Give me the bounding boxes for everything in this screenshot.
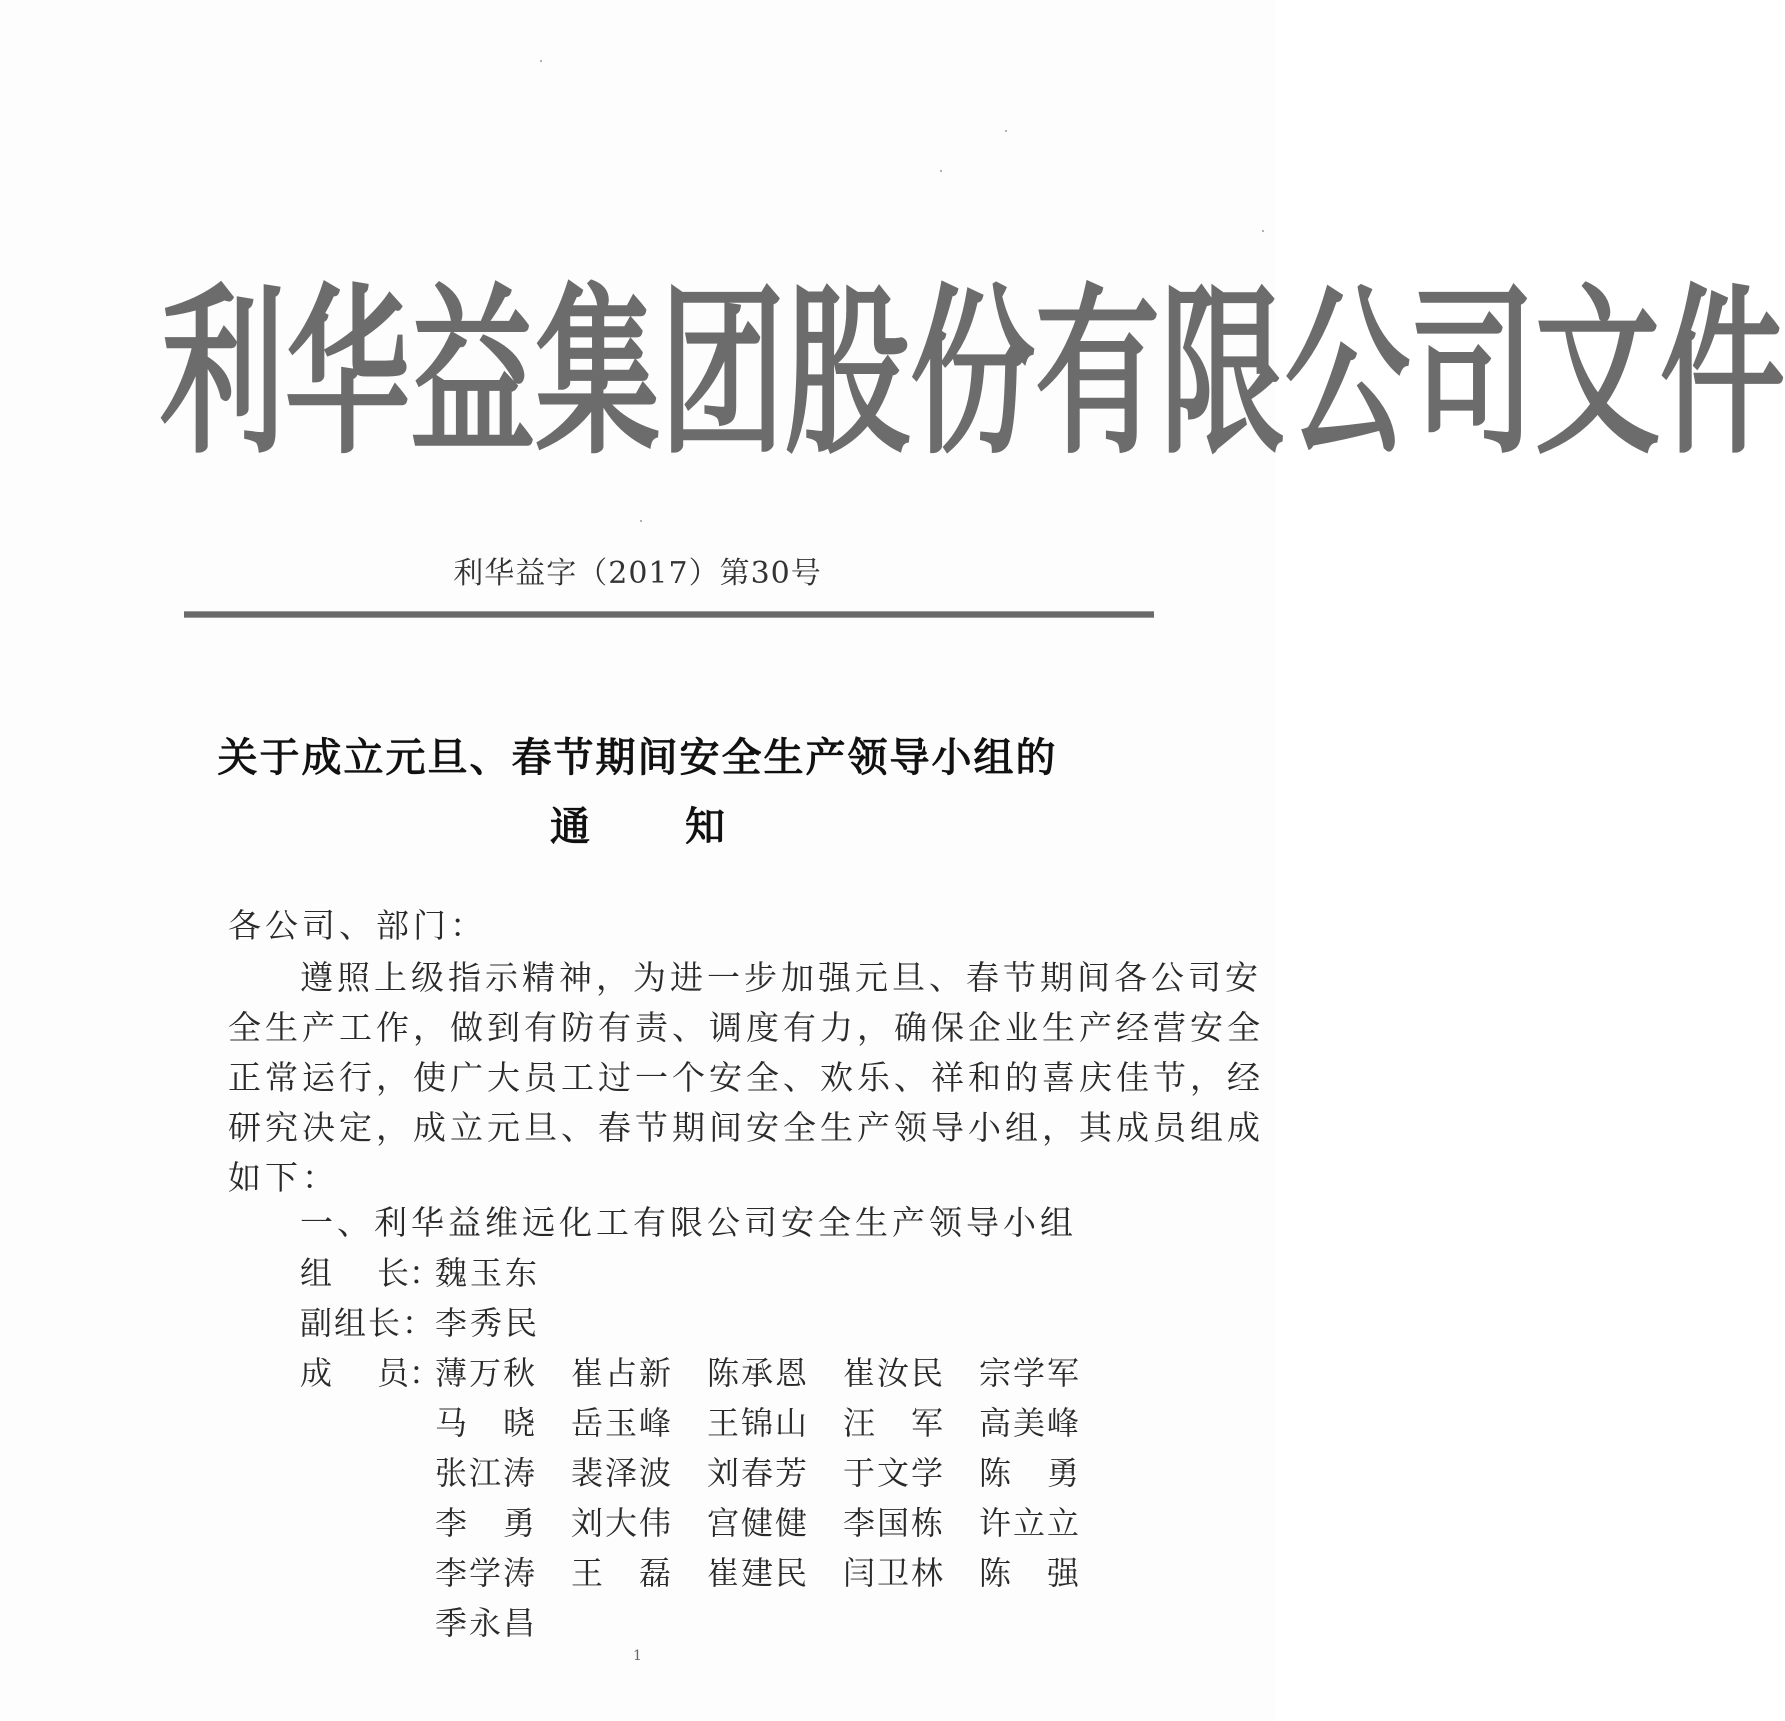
notice-title-line1: 关于成立元旦、春节期间安全生产领导小组的 [217,734,1058,781]
members-list [435,1348,1095,1648]
notice-title-char-1: 通 [550,803,590,850]
masthead-char: 利 [160,269,285,480]
member-name: 宫健健 [707,1504,810,1542]
member-name: 陈承恩 [707,1354,810,1392]
member-name: 王锦山 [707,1404,810,1442]
masthead-char: 文 [1535,269,1660,480]
scan-speck [1005,130,1007,132]
masthead-char: 有 [1035,269,1160,480]
member-name [435,1498,535,1548]
paragraph-line: 如下： [228,1158,339,1197]
member-name: 闫卫林 [843,1554,946,1592]
member-name: 刘大伟 [571,1504,674,1542]
notice-title-line2 [0,795,1275,852]
leader-label-char: 长： [377,1254,442,1292]
paragraph-line: 全生产工作，做到有防有责、调度有力，确保企业生产经营安全 [228,1008,1264,1047]
masthead-char: 集 [535,269,660,480]
masthead-char: 公 [1285,269,1410,480]
scan-speck [1262,230,1264,232]
masthead-char: 益 [410,269,535,480]
member-name [979,1448,1079,1498]
member-name-part: 马 [435,1404,468,1442]
section-heading: 一、利华益维远化工有限公司安全生产领导小组 [300,1203,1077,1242]
member-name: 宗学军 [979,1354,1082,1392]
masthead-char: 件 [1660,269,1785,480]
member-name-part: 陈 [979,1554,1012,1592]
member-name: 裴泽波 [571,1454,674,1492]
masthead-char: 限 [1160,269,1285,480]
member-name: 岳玉峰 [571,1404,674,1442]
deputy-name: 李秀民 [435,1304,541,1342]
notice-title-char-2: 知 [685,803,725,850]
members-label [300,1348,441,1394]
page-number: 1 [633,1648,642,1664]
member-name-part: 磊 [638,1554,671,1592]
member-name: 崔占新 [571,1354,674,1392]
leader-label [300,1248,442,1294]
member-name-part: 晓 [502,1404,535,1442]
member-name-part: 勇 [1046,1454,1079,1492]
masthead-char: 份 [910,269,1035,480]
member-name [979,1548,1079,1598]
member-name: 许立立 [979,1504,1082,1542]
member-name: 刘春芳 [707,1454,810,1492]
member-name: 季永昌 [435,1604,538,1642]
member-name-part: 陈 [979,1454,1012,1492]
paragraph-line: 遵照上级指示精神，为进一步加强元旦、春节期间各公司安 [300,958,1262,997]
scan-speck [640,520,642,522]
member-name-part: 王 [571,1554,604,1592]
member-name: 李国栋 [843,1504,946,1542]
paragraph-line: 正常运行，使广大员工过一个安全、欢乐、祥和的喜庆佳节，经 [228,1058,1264,1097]
masthead-char: 司 [1410,269,1535,480]
members-label-char: 员： [377,1354,442,1392]
member-name-part: 勇 [502,1504,535,1542]
member-name: 崔汝民 [843,1354,946,1392]
masthead-char: 股 [785,269,910,480]
member-name: 高美峰 [979,1404,1082,1442]
greeting: 各公司、部门： [228,906,487,945]
member-name-part: 军 [910,1404,943,1442]
member-name [435,1398,535,1448]
member-name-part: 强 [1046,1554,1079,1592]
members-label-char: 成 [300,1354,333,1392]
masthead-char: 团 [660,269,785,480]
member-name: 崔建民 [707,1554,810,1592]
member-name [571,1548,671,1598]
masthead-title [160,269,1785,480]
scan-speck [540,60,542,62]
member-name: 薄万秋 [435,1354,538,1392]
member-name: 于文学 [843,1454,946,1492]
header-divider [184,611,1154,618]
paragraph-line: 研究决定，成立元旦、春节期间安全生产领导小组，其成员组成 [228,1108,1264,1147]
masthead-char: 华 [285,269,410,480]
deputy-label: 副组长： [300,1304,437,1342]
scan-speck [940,170,942,172]
leader-name: 魏玉东 [435,1254,541,1292]
member-name-part: 汪 [843,1404,876,1442]
member-name [843,1398,943,1448]
leader-label-char: 组 [300,1254,333,1292]
member-name-part: 李 [435,1504,468,1542]
member-name: 李学涛 [435,1554,538,1592]
member-name: 张江涛 [435,1454,538,1492]
document-number: 利华益字（2017）第30号 [453,556,822,591]
